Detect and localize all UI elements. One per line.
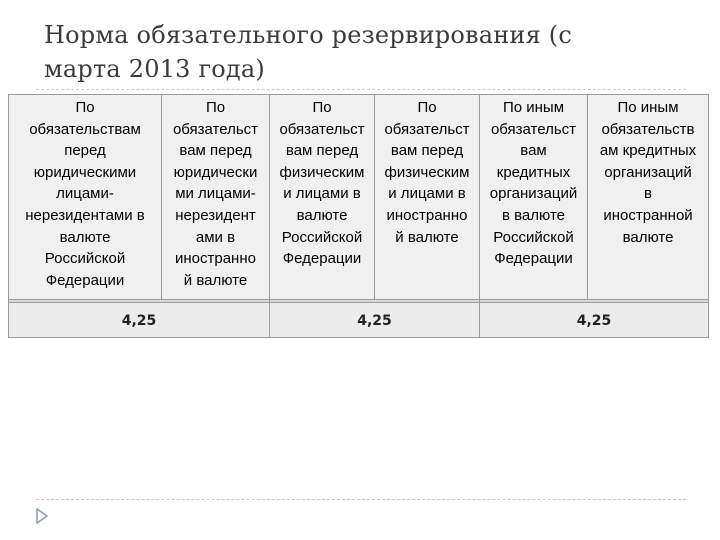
header-line: Федерации xyxy=(45,271,125,289)
header-line: ми лицами- xyxy=(175,185,256,203)
header-line: й валюте xyxy=(395,228,459,246)
header-line: и лицами в xyxy=(388,185,466,203)
header-cell-other-credit-orgs-rub xyxy=(480,95,588,300)
header-line: юридическими xyxy=(33,163,137,181)
header-line: вам перед xyxy=(390,142,464,160)
header-line: лицами- xyxy=(56,185,114,203)
header-line: обязательствам xyxy=(29,120,141,138)
header-line: иностранно xyxy=(175,250,256,268)
header-line: вам перед xyxy=(285,142,359,160)
header-line: кредитных xyxy=(496,163,571,181)
header-line: валюте xyxy=(296,206,348,224)
header-line: й валюте xyxy=(183,271,248,289)
header-line: По xyxy=(75,99,95,116)
header-line: иностранно xyxy=(386,206,468,224)
header-line: По иным xyxy=(502,99,565,116)
rate-cell-legal-nonresidents: 4,25 xyxy=(9,303,270,338)
header-line: юридически xyxy=(173,163,258,181)
header-line: валюте xyxy=(59,228,111,246)
header-cell-individuals-fx xyxy=(375,95,480,300)
header-line: обязательст xyxy=(279,120,365,138)
reserve-rate-table xyxy=(8,94,709,338)
header-line: обязательст xyxy=(172,120,259,138)
header-line: вам xyxy=(520,142,547,160)
header-line: физическим xyxy=(384,163,470,181)
triangle-arrow-icon xyxy=(36,508,48,524)
header-cell-other-credit-orgs-fx xyxy=(588,95,709,300)
table-header-row xyxy=(9,95,709,300)
slide-title-line: Норма обязательного резервирования (с xyxy=(44,21,573,49)
rate-cell-other-credit-orgs: 4,25 xyxy=(480,303,709,338)
header-line: обязательст xyxy=(490,120,577,138)
header-cell-individuals-rub xyxy=(270,95,375,300)
header-line: нерезидентами в xyxy=(25,206,145,224)
header-line: иностранной xyxy=(603,206,693,224)
table-rate-row xyxy=(9,303,709,338)
header-line: обязательст xyxy=(384,120,470,138)
header-line: в валюте xyxy=(502,206,565,224)
rate-cell-individuals: 4,25 xyxy=(270,303,480,338)
header-line: Федерации xyxy=(494,250,573,268)
header-cell-legal-nonresidents-fx xyxy=(162,95,270,300)
header-line: Российской xyxy=(281,228,363,246)
header-line: ам кредитных xyxy=(599,142,697,160)
header-line: в xyxy=(644,185,652,203)
header-line: валюте xyxy=(622,228,674,246)
header-line: обязательств xyxy=(601,120,695,138)
header-line: По xyxy=(205,99,226,116)
header-line: и лицами в xyxy=(283,185,361,203)
header-cell-legal-nonresidents-rub xyxy=(9,95,162,300)
title-divider xyxy=(36,89,686,90)
header-line: По xyxy=(312,99,332,116)
header-line: По иным xyxy=(617,99,679,116)
header-line: Российской xyxy=(44,250,126,268)
header-line: организаций xyxy=(604,163,692,181)
header-line: По xyxy=(417,99,437,116)
slide-title xyxy=(44,18,684,86)
slide-title-line: марта 2013 года) xyxy=(44,55,265,83)
header-line: перед xyxy=(64,142,106,160)
footer-divider xyxy=(36,499,686,500)
header-line: Российской xyxy=(493,228,574,246)
header-line: нерезидент xyxy=(175,206,256,224)
header-line: физическим xyxy=(279,163,365,181)
header-line: вам перед xyxy=(179,142,252,160)
header-line: организаций xyxy=(489,185,578,203)
header-line: ами в xyxy=(195,228,236,246)
header-line: Федерации xyxy=(282,250,362,268)
